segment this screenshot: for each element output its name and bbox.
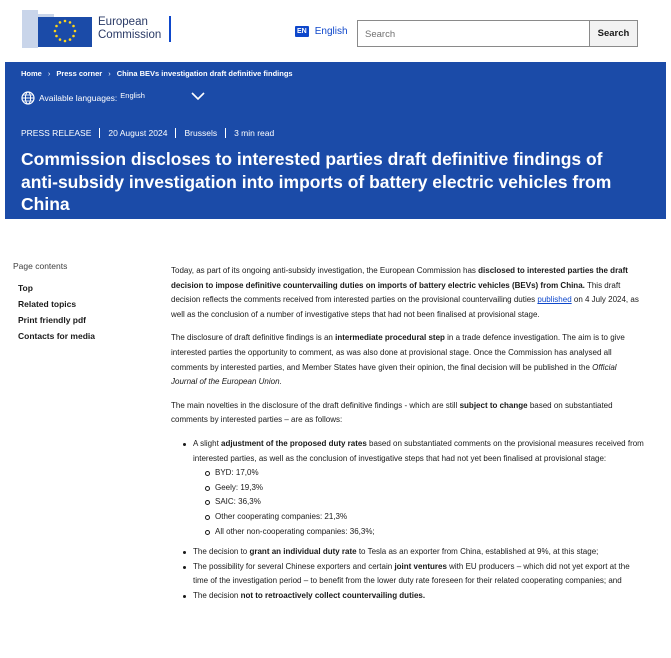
list-item: A slight adjustment of the proposed duty rates based on substantiated comments on the provisional measures received from interested parties, as well as the conclusion of investigative steps that had not yet been finalised at provisional stage: BYD: 17,0% Geely: 19,3% SAIC: 36,3% Other cooperating companies: 21,3% All other non-cooperating companies: 36,3%; xyxy=(183,437,644,539)
chevron-right-icon: › xyxy=(47,69,51,78)
novelties-list xyxy=(183,437,644,604)
breadcrumb-current: China BEVs investigation draft definitive findings xyxy=(116,69,293,78)
list-item: SAIC: 36,3% xyxy=(205,495,644,510)
toc-item-print-pdf[interactable]: Print friendly pdf xyxy=(18,315,86,325)
site-header xyxy=(0,0,671,62)
list-item: BYD: 17,0% xyxy=(205,466,644,481)
eu-flag-icon xyxy=(22,10,94,48)
toc-item-top[interactable]: Top xyxy=(18,283,33,293)
list-item: The possibility for several Chinese exporters and certain joint ventures with EU producers – which did not yet export at the time of the investigation period – to benefit from the lower duty rate foreseen for their related cooperating companies; and xyxy=(183,560,644,589)
globe-icon xyxy=(21,91,35,105)
search-input[interactable]: Search xyxy=(357,20,590,47)
paragraph-1: Today, as part of its ongoing anti-subsidy investigation, the European Commission has disclosed to interested parties the draft decision to impose definitive countervailing duties on imports of battery electric vehicles (BEVs) from China. This draft decision reflects the comments received from interested parties on the provisional countervailing duties published on 4 July 2024, as well as the conclusion of a number of investigative steps that had not been finalised at provisional stage. xyxy=(171,266,639,319)
chevron-down-icon[interactable] xyxy=(191,91,205,101)
meta-location: Brussels xyxy=(184,128,218,138)
page-title: Commission discloses to interested parties draft definitive findings of anti-subsidy investigation into imports of battery electric vehicles from China xyxy=(21,149,612,214)
available-languages[interactable] xyxy=(21,91,145,105)
page-banner xyxy=(5,62,666,219)
list-item: Geely: 19,3% xyxy=(205,481,644,496)
meta-divider xyxy=(99,128,100,138)
logo-text xyxy=(98,16,171,42)
toc-item-related-topics[interactable]: Related topics xyxy=(18,299,77,309)
chevron-right-icon: › xyxy=(108,69,111,78)
meta-date: 20 August 2024 xyxy=(108,128,168,138)
meta-divider xyxy=(225,128,226,138)
duty-rates-list xyxy=(205,466,644,539)
search-button[interactable]: Search xyxy=(590,20,638,47)
language-label: English xyxy=(314,26,348,37)
page-contents-label: Page contents xyxy=(13,261,68,271)
european-commission-logo[interactable] xyxy=(22,10,171,48)
available-languages-value: English xyxy=(120,90,145,100)
list-item: All other non-cooperating companies: 36,3%; xyxy=(205,525,644,540)
language-selector[interactable] xyxy=(295,26,348,37)
list-item: The decision to grant an individual duty rate to Tesla as an exporter from China, established at 9%, at this stage; xyxy=(183,545,644,560)
press-release-meta xyxy=(21,128,274,138)
meta-type: PRESS RELEASE xyxy=(21,128,92,138)
paragraph-2: The disclosure of draft definitive findings is an intermediate procedural step in a trade defence investigation. The aim is to give interested parties the opportunity to comment, as was also done at provisional stage. Once the Commission has analysed all comments by interested parties, and Member States have given their opinion, the final decision will be published in the Official Journal of the European Union. xyxy=(171,333,625,387)
meta-read-time: 3 min read xyxy=(234,128,275,138)
paragraph-3: The main novelties in the disclosure of the draft definitive findings - which are still subject to change based on substantiated comments by interested parties – are as follows: xyxy=(171,400,613,425)
article-body xyxy=(171,264,644,603)
language-code-icon: EN xyxy=(297,28,307,35)
logo-line-1: European xyxy=(98,16,148,28)
list-item: Other cooperating companies: 21,3% xyxy=(205,510,644,525)
meta-divider xyxy=(175,128,176,138)
published-link[interactable]: published xyxy=(537,295,572,305)
list-item: The decision not to retroactively collect countervailing duties. xyxy=(183,589,644,604)
toc-item-contacts-media[interactable]: Contacts for media xyxy=(18,331,95,341)
logo-line-2: Commission xyxy=(98,29,162,41)
page-contents-nav xyxy=(13,261,153,344)
breadcrumb-home[interactable]: Home xyxy=(21,69,42,78)
available-languages-label: Available languages: xyxy=(39,93,118,103)
breadcrumb xyxy=(21,69,293,78)
breadcrumb-press-corner[interactable]: Press corner xyxy=(56,69,103,78)
